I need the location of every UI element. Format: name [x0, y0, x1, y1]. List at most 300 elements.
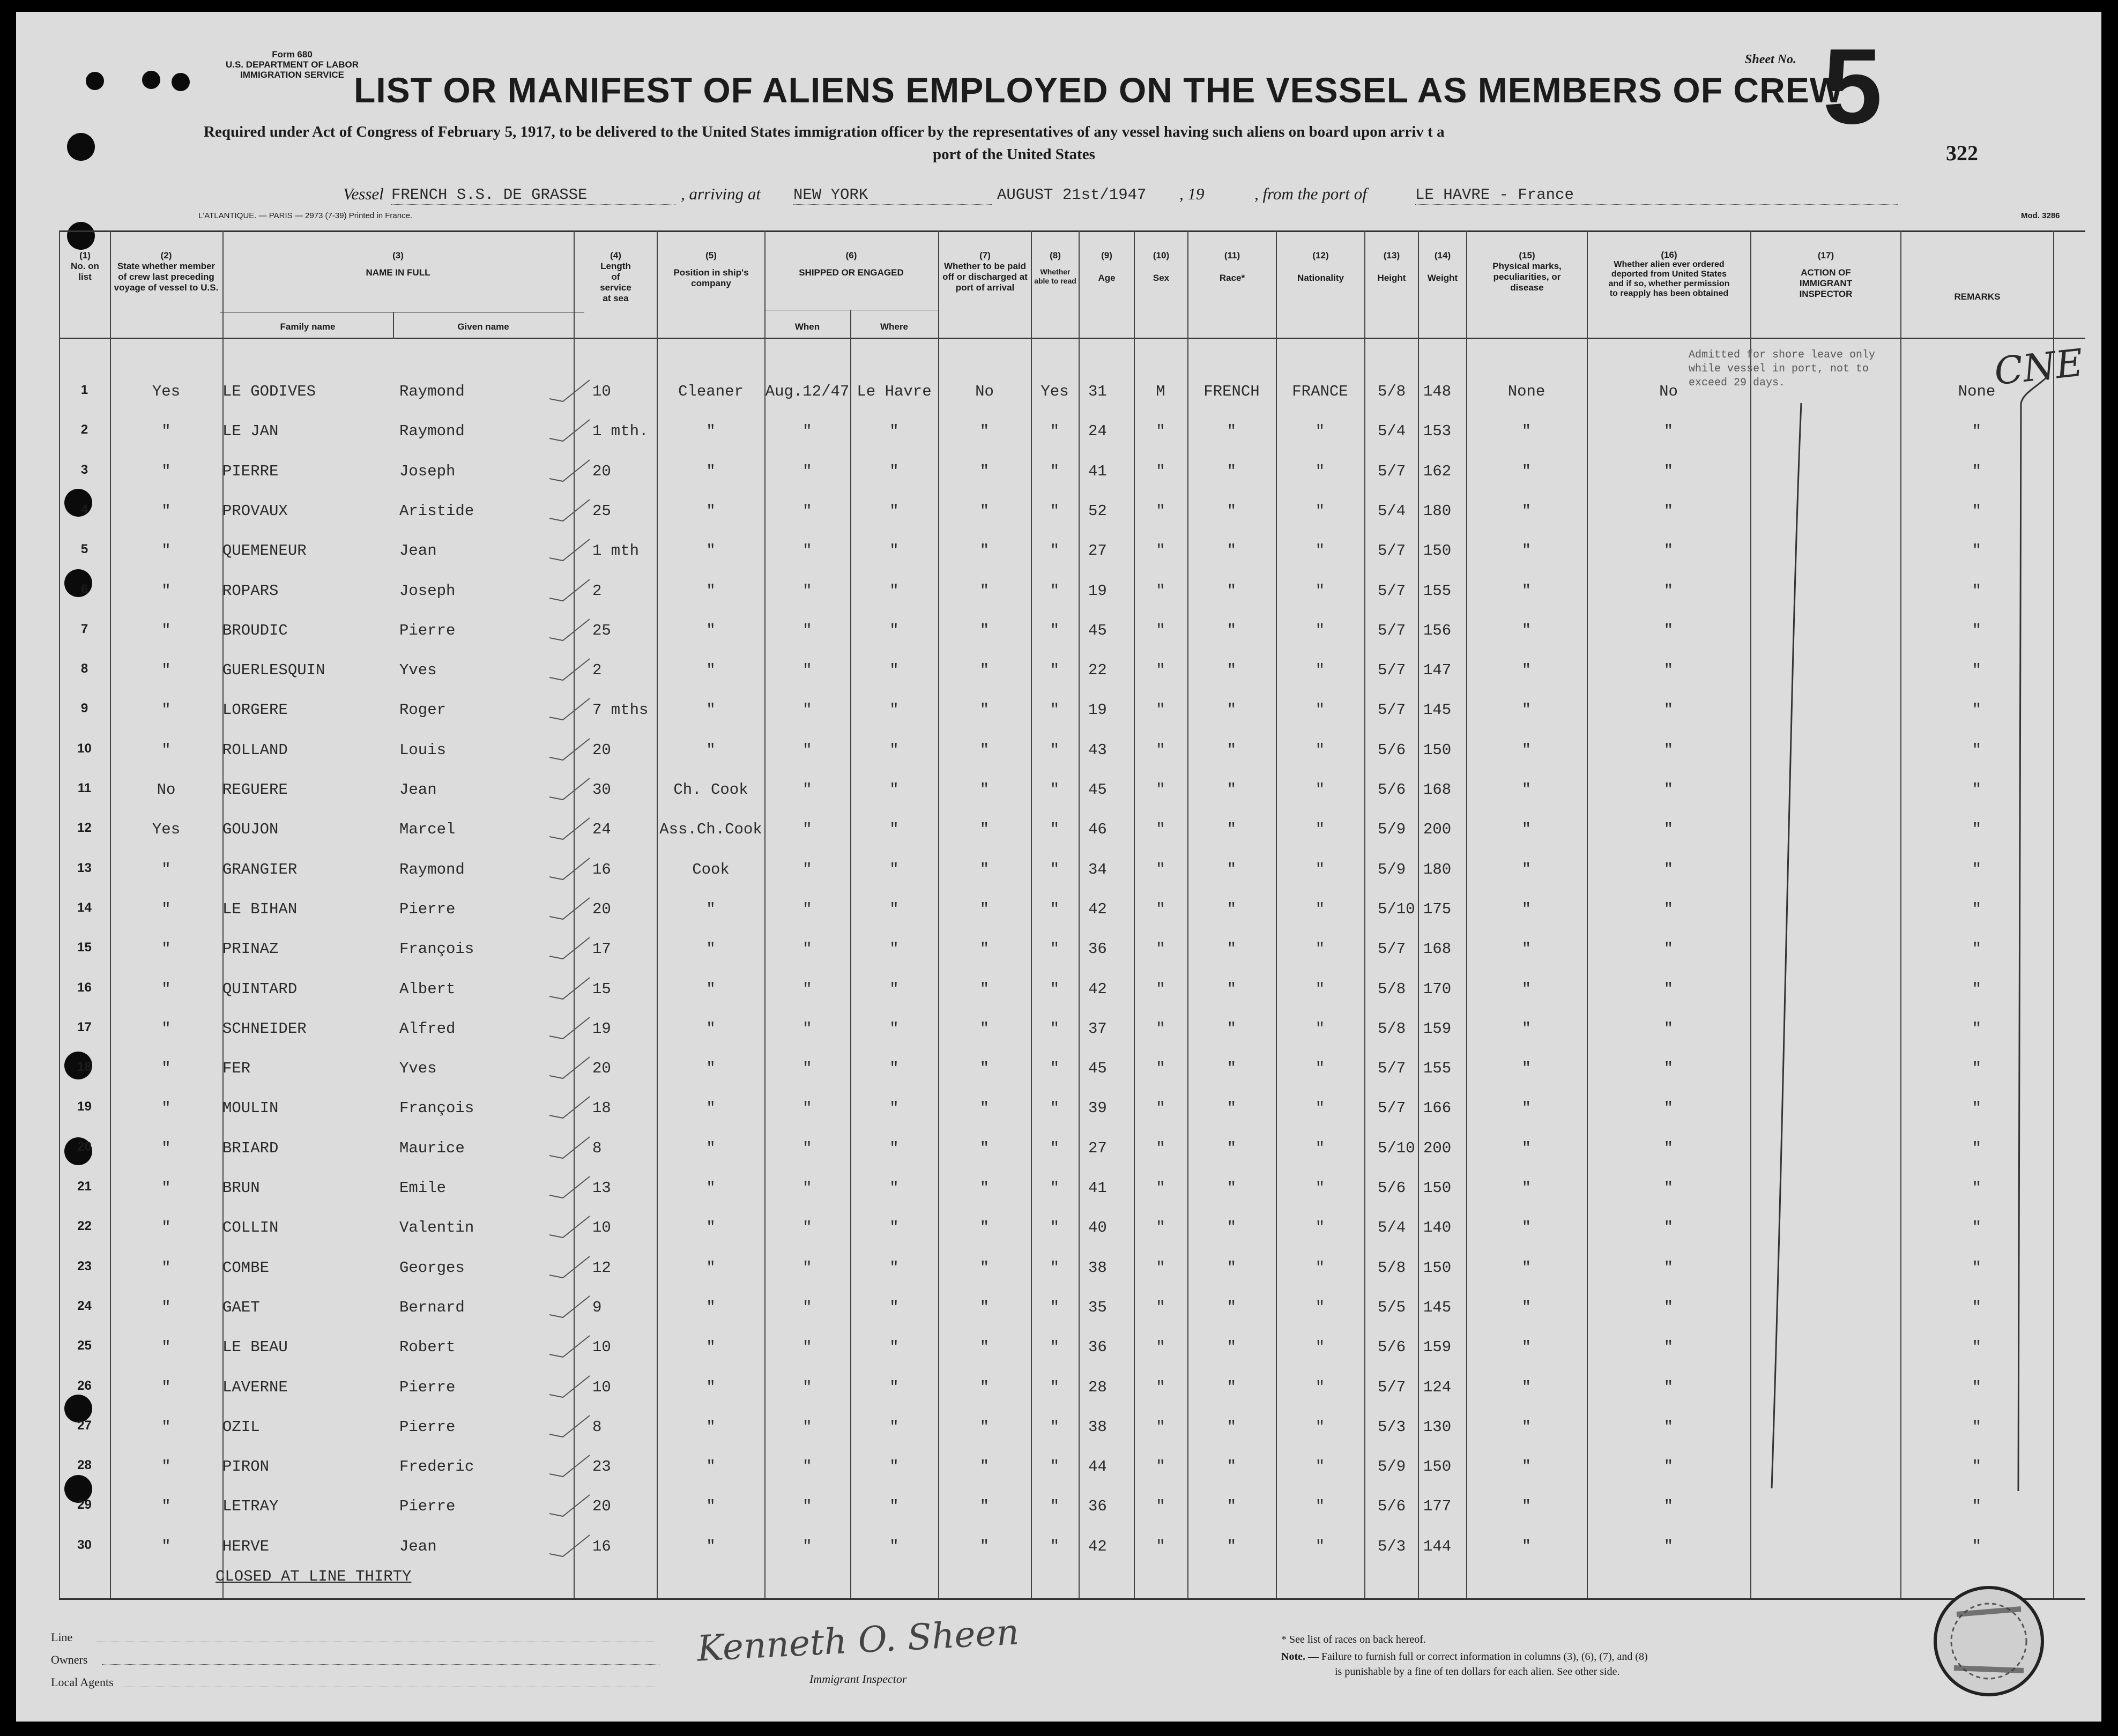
- cell-no: 6: [80, 582, 88, 597]
- cell-sex: ": [1156, 422, 1165, 441]
- cell-when: ": [802, 661, 812, 680]
- inspection-stamp: [1924, 1577, 2053, 1705]
- cell-family: LE JAN: [222, 422, 279, 441]
- cell-weight: 130: [1423, 1418, 1452, 1436]
- cell-weight: 150: [1423, 1458, 1452, 1476]
- cell-race: ": [1227, 701, 1237, 719]
- cell-family: OZIL: [222, 1418, 260, 1436]
- cell-weight: 150: [1423, 741, 1452, 759]
- cell-deported: ": [1663, 1019, 1674, 1038]
- cell-sex: ": [1156, 1179, 1165, 1197]
- cell-weight: 159: [1423, 1338, 1452, 1357]
- cell-nationality: ": [1315, 1258, 1325, 1277]
- cell-race: ": [1227, 462, 1237, 480]
- cell-height: 5/7: [1378, 701, 1406, 719]
- cell-when: ": [802, 1458, 812, 1476]
- cell-no: 22: [77, 1219, 92, 1234]
- cell-marks: ": [1521, 1019, 1532, 1038]
- cell-service: 16: [592, 860, 611, 878]
- cell-marks: ": [1521, 1060, 1532, 1078]
- cell-sex: ": [1156, 1099, 1165, 1117]
- cell-deported: ": [1663, 781, 1674, 799]
- cell-position: ": [706, 1298, 716, 1316]
- cell-sex: ": [1156, 621, 1165, 639]
- cell-nationality: ": [1315, 1338, 1325, 1357]
- cell-deported: ": [1663, 741, 1674, 759]
- cell-where: ": [889, 900, 899, 918]
- cell-read: ": [1050, 1338, 1060, 1357]
- cell-where: ": [889, 621, 899, 639]
- check-mark-icon: [547, 656, 595, 683]
- cell-service: 8: [592, 1418, 602, 1436]
- fine-note: [1281, 1651, 1648, 1663]
- cell-sex: ": [1156, 1497, 1165, 1516]
- cell-no: 5: [80, 542, 88, 557]
- cell-paid: ": [979, 1060, 990, 1078]
- cell-no: 24: [77, 1298, 92, 1313]
- sheet-number: 5: [1823, 27, 1883, 146]
- table-row: [16, 849, 2101, 889]
- cell-prev: ": [161, 1139, 171, 1157]
- cell-sex: ": [1156, 542, 1165, 560]
- cell-remarks: ": [1972, 1338, 1982, 1357]
- cell-height: 5/9: [1378, 1458, 1406, 1476]
- col-num: (1): [79, 250, 91, 260]
- cell-marks: ": [1521, 621, 1532, 639]
- cell-sex: ": [1156, 1139, 1165, 1157]
- cell-given: Robert: [399, 1338, 456, 1357]
- cell-service: 8: [592, 1139, 602, 1157]
- cell-given: Jean: [399, 781, 437, 799]
- cell-sex: ": [1156, 661, 1165, 680]
- cell-family: PIERRE: [222, 462, 279, 480]
- cell-given: Bernard: [399, 1298, 465, 1316]
- cell-family: COLLIN: [222, 1219, 279, 1237]
- check-mark-icon: [547, 1532, 595, 1559]
- cell-where: ": [889, 661, 899, 680]
- cell-paid: ": [979, 462, 990, 480]
- cell-when: ": [802, 1537, 812, 1555]
- cell-nationality: ": [1315, 1179, 1325, 1197]
- cell-prev: ": [161, 1258, 171, 1277]
- cell-read: Yes: [1041, 383, 1069, 400]
- cell-race: ": [1227, 781, 1237, 799]
- cell-paid: ": [979, 1338, 990, 1357]
- cell-age: 24: [1088, 422, 1107, 441]
- cell-paid: ": [979, 1378, 990, 1396]
- cell-prev: ": [161, 582, 171, 600]
- cell-race: ": [1227, 741, 1237, 759]
- cell-remarks: None: [1958, 383, 1996, 400]
- check-mark-icon: [547, 696, 595, 722]
- cell-service: 1 mth: [592, 542, 640, 560]
- cell-marks: ": [1521, 821, 1532, 839]
- cell-read: ": [1050, 462, 1060, 480]
- col-header-weight: [1419, 250, 1466, 284]
- printer-line: L'ATLANTIQUE. — PARIS — 2973 (7-39) Printed in France.: [198, 211, 413, 220]
- col-num: (16): [1661, 250, 1677, 260]
- cell-age: 28: [1088, 1378, 1107, 1396]
- cell-read: ": [1050, 1537, 1060, 1555]
- cell-family: LE GODIVES: [222, 383, 316, 400]
- cell-family: PIRON: [222, 1458, 270, 1476]
- cell-when: ": [802, 462, 812, 480]
- cell-position: ": [706, 661, 716, 680]
- cell-prev: ": [161, 1179, 171, 1197]
- col-label: Age: [1098, 273, 1116, 283]
- cell-age: 42: [1088, 1537, 1107, 1555]
- cell-given: Valentin: [399, 1219, 474, 1237]
- cell-service: 17: [592, 940, 611, 958]
- cell-nationality: ": [1315, 582, 1325, 600]
- cell-age: 45: [1088, 781, 1107, 799]
- cell-position: ": [706, 582, 716, 600]
- table-row: [16, 769, 2101, 809]
- col-label: Position in ship's company: [673, 267, 749, 288]
- cell-age: 41: [1088, 1179, 1107, 1197]
- cell-no: 9: [80, 701, 88, 716]
- cell-nationality: ": [1315, 542, 1325, 560]
- table-row: [16, 809, 2101, 848]
- cell-deported: ": [1663, 1139, 1674, 1157]
- cell-when: ": [802, 821, 812, 839]
- cell-given: Joseph: [399, 582, 456, 600]
- cell-height: 5/7: [1378, 1060, 1406, 1078]
- cell-where: ": [889, 1418, 899, 1436]
- cell-remarks: ": [1972, 661, 1982, 680]
- cell-paid: ": [979, 1219, 990, 1237]
- cell-prev: ": [161, 1497, 171, 1516]
- vessel-label: Vessel: [343, 184, 384, 203]
- footer-line-field: [96, 1641, 659, 1642]
- closed-note: CLOSED AT LINE THIRTY: [215, 1568, 412, 1585]
- cell-prev: ": [161, 701, 171, 719]
- col-label: State whether member of crew last preceding voyage of vessel to U.S.: [114, 261, 219, 293]
- col-header-paid-off: [939, 250, 1031, 293]
- cell-race: ": [1227, 502, 1237, 520]
- col-label: Height: [1377, 273, 1406, 283]
- cell-deported: ": [1663, 940, 1674, 958]
- cell-read: ": [1050, 621, 1060, 639]
- cell-remarks: ": [1972, 542, 1982, 560]
- cell-position: ": [706, 980, 716, 998]
- cell-sex: ": [1156, 741, 1165, 759]
- col-header-age: [1080, 250, 1134, 284]
- cell-position: ": [706, 422, 716, 441]
- col-header-when: When: [794, 322, 820, 332]
- header-bottom-rule: [59, 338, 2085, 339]
- cell-family: HERVE: [222, 1537, 270, 1555]
- col-num: (3): [392, 250, 404, 260]
- cell-age: 22: [1088, 661, 1107, 680]
- cell-race: ": [1227, 980, 1237, 998]
- from-label: , from the port of: [1254, 184, 1367, 203]
- cell-position: ": [706, 1179, 716, 1197]
- cell-when: ": [802, 1060, 812, 1078]
- cell-prev: ": [161, 900, 171, 918]
- cell-race: ": [1227, 1458, 1237, 1476]
- cell-age: 19: [1088, 701, 1107, 719]
- col-num: (13): [1383, 250, 1400, 260]
- from-port: LE HAVRE - France: [1415, 186, 1574, 204]
- cell-paid: ": [979, 1179, 990, 1197]
- table-row: [16, 570, 2101, 610]
- cell-sex: ": [1156, 502, 1165, 520]
- cell-position: ": [706, 1139, 716, 1157]
- cell-no: 11: [77, 781, 92, 795]
- cell-weight: 175: [1423, 900, 1452, 918]
- col-header-shipped: [764, 250, 938, 278]
- cell-family: REGUERE: [222, 781, 288, 799]
- check-mark-icon: [547, 457, 595, 484]
- cell-weight: 155: [1423, 582, 1452, 600]
- cell-when: ": [802, 582, 812, 600]
- cell-paid: ": [979, 821, 990, 839]
- cell-family: BROUDIC: [222, 621, 288, 639]
- cell-given: Yves: [399, 1060, 437, 1078]
- check-mark-icon: [547, 497, 595, 524]
- cell-where: ": [889, 741, 899, 759]
- cell-service: 25: [592, 621, 611, 639]
- cell-read: ": [1050, 821, 1060, 839]
- table-row: [16, 1247, 2101, 1287]
- check-mark-icon: [547, 1293, 595, 1320]
- cell-read: ": [1050, 1179, 1060, 1197]
- cell-where: ": [889, 462, 899, 480]
- cell-remarks: ": [1972, 1298, 1982, 1316]
- cell-when: ": [802, 1219, 812, 1237]
- cell-prev: No: [157, 781, 176, 799]
- cell-remarks: ": [1972, 821, 1982, 839]
- cell-paid: ": [979, 741, 990, 759]
- cell-nationality: ": [1315, 621, 1325, 639]
- table-row: [16, 889, 2101, 928]
- col-header-remarks: REMARKS: [1954, 292, 2001, 302]
- cell-no: 21: [77, 1179, 92, 1194]
- cell-prev: ": [161, 860, 171, 878]
- check-mark-icon: [547, 1174, 595, 1201]
- cell-paid: ": [979, 781, 990, 799]
- footer-line-label: Line: [51, 1630, 73, 1644]
- cell-age: 44: [1088, 1458, 1107, 1476]
- cell-weight: 166: [1423, 1099, 1452, 1117]
- cell-marks: ": [1521, 661, 1532, 680]
- cell-when: ": [802, 741, 812, 759]
- cell-when: Aug.12/47: [765, 383, 850, 400]
- footer-owners-label: Owners: [51, 1653, 88, 1666]
- check-mark-icon: [547, 935, 595, 962]
- cell-age: 19: [1088, 582, 1107, 600]
- cell-family: GOUJON: [222, 821, 279, 839]
- cell-when: ": [802, 1099, 812, 1117]
- form-number: Form 680: [272, 49, 313, 59]
- arriving-underline: [793, 204, 992, 205]
- cell-deported: ": [1663, 1418, 1674, 1436]
- cell-paid: ": [979, 661, 990, 680]
- cell-sex: ": [1156, 821, 1165, 839]
- cell-given: Pierre: [399, 1378, 456, 1396]
- inspector-label: Immigrant Inspector: [809, 1672, 907, 1686]
- cell-race: ": [1227, 1378, 1237, 1396]
- cell-no: 15: [77, 940, 92, 955]
- cell-where: ": [889, 1219, 899, 1237]
- cell-given: Georges: [399, 1258, 465, 1277]
- cell-read: ": [1050, 900, 1060, 918]
- cell-marks: ": [1521, 1219, 1532, 1237]
- cell-weight: 124: [1423, 1378, 1452, 1396]
- cell-nationality: ": [1315, 1219, 1325, 1237]
- cell-no: 17: [77, 1019, 92, 1034]
- cell-when: ": [802, 900, 812, 918]
- cell-nationality: ": [1315, 701, 1325, 719]
- manifest-sheet: [16, 12, 2101, 1722]
- cell-height: 5/7: [1378, 542, 1406, 560]
- cell-position: ": [706, 1219, 716, 1237]
- cell-sex: ": [1156, 900, 1165, 918]
- cell-deported: ": [1663, 980, 1674, 998]
- cell-height: 5/10: [1378, 1139, 1415, 1157]
- fine-note-2: is punishable by a fine of ten dollars for each alien. See other side.: [1335, 1666, 1620, 1678]
- check-mark-icon: [547, 1413, 595, 1440]
- footer-agents-label: Local Agents: [51, 1675, 114, 1689]
- cell-paid: ": [979, 1099, 990, 1117]
- cell-height: 5/8: [1378, 383, 1406, 400]
- cell-deported: ": [1663, 1060, 1674, 1078]
- cell-where: ": [889, 860, 899, 878]
- cell-sex: ": [1156, 1418, 1165, 1436]
- cell-prev: ": [161, 462, 171, 480]
- cell-age: 46: [1088, 821, 1107, 839]
- cell-remarks: ": [1972, 1060, 1982, 1078]
- cell-height: 5/7: [1378, 1378, 1406, 1396]
- cell-race: ": [1227, 422, 1237, 441]
- cell-position: ": [706, 741, 716, 759]
- cell-weight: 180: [1423, 860, 1452, 878]
- cell-position: ": [706, 1537, 716, 1555]
- cell-height: 5/6: [1378, 781, 1406, 799]
- inspector-note-text: Admitted for shore leave only while vessel in port, not to exceed 29 days.: [1689, 349, 1876, 389]
- subtitle-line-2: port of the United States: [933, 146, 1095, 163]
- cell-age: 35: [1088, 1298, 1107, 1316]
- cell-where: ": [889, 1258, 899, 1277]
- cell-paid: ": [979, 1418, 990, 1436]
- cell-sex: ": [1156, 860, 1165, 878]
- cell-remarks: ": [1972, 1139, 1982, 1157]
- cell-nationality: ": [1315, 502, 1325, 520]
- cell-nationality: ": [1315, 940, 1325, 958]
- cell-height: 5/4: [1378, 422, 1406, 441]
- cell-age: 45: [1088, 1060, 1107, 1078]
- cell-prev: Yes: [152, 383, 181, 400]
- cell-deported: ": [1663, 860, 1674, 878]
- cell-family: GUERLESQUIN: [222, 661, 325, 680]
- cell-height: 5/6: [1378, 1497, 1406, 1516]
- cell-prev: ": [161, 1537, 171, 1555]
- cell-remarks: ": [1972, 900, 1982, 918]
- check-mark-icon: [547, 1054, 595, 1081]
- cell-height: 5/7: [1378, 940, 1406, 958]
- col-header-name: [222, 250, 574, 278]
- cell-no: 29: [77, 1497, 92, 1513]
- cell-position: ": [706, 1060, 716, 1078]
- cell-prev: ": [161, 542, 171, 560]
- cell-paid: ": [979, 701, 990, 719]
- cell-remarks: ": [1972, 781, 1982, 799]
- cell-sex: ": [1156, 582, 1165, 600]
- cell-read: ": [1050, 1219, 1060, 1237]
- cell-marks: ": [1521, 502, 1532, 520]
- cell-height: 5/4: [1378, 502, 1406, 520]
- cell-weight: 177: [1423, 1497, 1452, 1516]
- cell-age: 36: [1088, 1338, 1107, 1357]
- cell-weight: 153: [1423, 422, 1452, 441]
- cell-sex: ": [1156, 1338, 1165, 1357]
- cell-paid: ": [979, 621, 990, 639]
- table-row: [16, 1327, 2101, 1366]
- cell-weight: 180: [1423, 502, 1452, 520]
- cell-family: QUINTARD: [222, 980, 298, 998]
- cell-where: ": [889, 821, 899, 839]
- cell-marks: ": [1521, 940, 1532, 958]
- col-label: Whether alien ever ordered deported from United States and if so, whether permission to reapply has been obtained: [1608, 260, 1730, 298]
- cell-read: ": [1050, 940, 1060, 958]
- cell-height: 5/7: [1378, 582, 1406, 600]
- cell-read: ": [1050, 1139, 1060, 1157]
- cell-remarks: ": [1972, 502, 1982, 520]
- cell-when: ": [802, 1258, 812, 1277]
- cell-deported: ": [1663, 542, 1674, 560]
- mod-number: Mod. 3286: [2021, 211, 2060, 220]
- cell-marks: ": [1521, 542, 1532, 560]
- cell-height: 5/7: [1378, 1099, 1406, 1117]
- cell-nationality: ": [1315, 860, 1325, 878]
- cell-where: ": [889, 980, 899, 998]
- cell-age: 38: [1088, 1418, 1107, 1436]
- cell-family: LETRAY: [222, 1497, 279, 1516]
- cell-weight: 150: [1423, 1258, 1452, 1277]
- cell-position: ": [706, 1099, 716, 1117]
- cell-marks: ": [1521, 1418, 1532, 1436]
- cell-no: 4: [80, 502, 88, 517]
- cell-read: ": [1050, 1060, 1060, 1078]
- cell-weight: 140: [1423, 1219, 1452, 1237]
- cell-marks: ": [1521, 860, 1532, 878]
- col-header-deported: [1588, 250, 1750, 299]
- cell-marks: ": [1521, 1139, 1532, 1157]
- cell-family: GAET: [222, 1298, 260, 1316]
- cell-where: ": [889, 1378, 899, 1396]
- table-row: [16, 1207, 2101, 1247]
- cell-position: Cook: [692, 860, 730, 878]
- cell-family: LORGERE: [222, 701, 288, 719]
- check-mark-icon: [547, 577, 595, 603]
- table-row: [16, 968, 2101, 1008]
- cell-no: 7: [80, 621, 88, 636]
- cell-age: 45: [1088, 621, 1107, 639]
- col-num: (7): [979, 250, 991, 260]
- cell-paid: ": [979, 860, 990, 878]
- cell-service: 19: [592, 1019, 611, 1038]
- cell-sex: ": [1156, 1458, 1165, 1476]
- cell-given: Raymond: [399, 422, 465, 441]
- cell-read: ": [1050, 1378, 1060, 1396]
- cell-prev: ": [161, 741, 171, 759]
- col-label: Race*: [1219, 273, 1245, 283]
- col-header-height: [1365, 250, 1418, 284]
- cell-prev: ": [161, 1418, 171, 1436]
- cell-deported: ": [1663, 582, 1674, 600]
- cell-height: 5/7: [1378, 462, 1406, 480]
